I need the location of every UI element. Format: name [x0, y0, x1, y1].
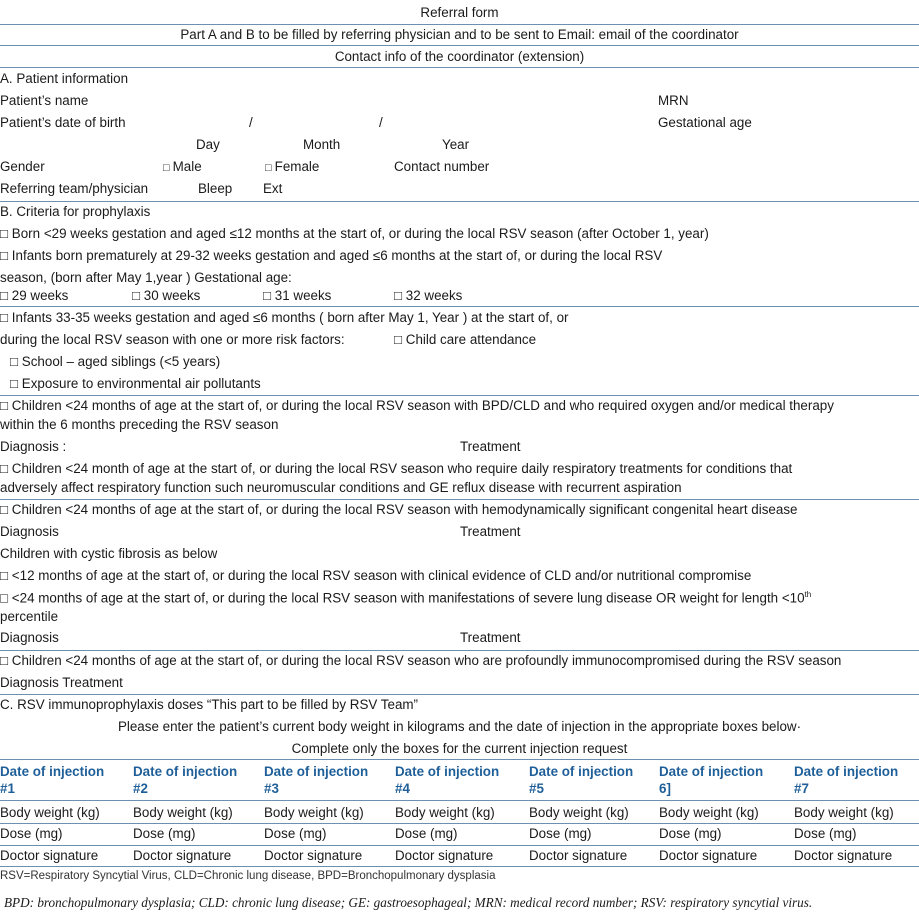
injection-number: 6]: [659, 780, 671, 796]
divider: [0, 67, 919, 68]
divider: [0, 45, 919, 46]
dose-cell[interactable]: Dose (mg): [794, 826, 857, 841]
week-option-30[interactable]: □ 30 weeks: [132, 288, 201, 303]
signature-cell[interactable]: Doctor signature: [264, 848, 363, 863]
divider: [0, 866, 919, 867]
superscript-th: th: [804, 590, 812, 599]
dose-cell[interactable]: Dose (mg): [133, 826, 196, 841]
criterion-immunocompromised[interactable]: □ Children <24 months of age at the start of, or during the local RSV season who are profoundly immunocompromised during the RSV season: [0, 653, 842, 668]
checkbox[interactable]: □: [265, 162, 272, 174]
body-weight-cell[interactable]: Body weight (kg): [529, 805, 629, 820]
date-header: Date of injection: [264, 764, 369, 779]
date-header: Date of injection: [133, 764, 238, 779]
criterion-respiratory-cont: adversely affect respiratory function such neuromuscular conditions and GE reflux disease with recurrent aspiration: [0, 480, 682, 495]
signature-cell[interactable]: Doctor signature: [794, 848, 893, 863]
diagnosis-label: Diagnosis: [0, 524, 59, 539]
gender-female-option[interactable]: [265, 160, 319, 174]
diagnosis-treatment-label: Diagnosis Treatment: [0, 675, 123, 690]
dob-slash: /: [379, 115, 383, 130]
dose-cell[interactable]: Dose (mg): [659, 826, 722, 841]
dose-column-2[interactable]: [133, 764, 237, 798]
section-a-heading: A. Patient information: [0, 71, 129, 86]
risk-air-pollutants[interactable]: □ Exposure to environmental air pollutants: [10, 376, 261, 391]
injection-number: #4: [395, 780, 410, 796]
treatment-label: Treatment: [460, 524, 521, 539]
divider: [0, 823, 919, 824]
month-label: Month: [303, 137, 341, 152]
criterion-premature-cont: season, (born after May 1,year ) Gestational age:: [0, 270, 292, 285]
week-option-29[interactable]: □ 29 weeks: [0, 288, 69, 303]
form-title: Referral form: [420, 5, 499, 20]
male-label: Male: [172, 159, 202, 174]
referring-physician-label: Referring team/physician: [0, 181, 149, 196]
ext-label: Ext: [263, 181, 283, 196]
body-weight-cell[interactable]: Body weight (kg): [0, 805, 100, 820]
dose-column-6[interactable]: [659, 764, 763, 798]
divider: [0, 24, 919, 25]
criterion-bpd-cld-cont: within the 6 months preceding the RSV season: [0, 417, 279, 432]
body-weight-cell[interactable]: Body weight (kg): [133, 805, 233, 820]
divider: [0, 759, 919, 760]
date-header: Date of injection: [395, 764, 500, 779]
gender-label: Gender: [0, 159, 45, 174]
body-weight-cell[interactable]: Body weight (kg): [264, 805, 364, 820]
dob-slash: /: [249, 115, 253, 130]
diagnosis-label: Diagnosis :: [0, 439, 67, 454]
risk-child-care[interactable]: □ Child care attendance: [394, 332, 537, 347]
date-header: Date of injection: [659, 764, 764, 779]
gender-male-option[interactable]: [163, 160, 202, 174]
section-c-heading: C. RSV immunoprophylaxis doses “This part to be filled by RSV Team”: [0, 697, 419, 712]
criterion-respiratory[interactable]: □ Children <24 month of age at the start of, or during the local RSV season who require daily respiratory treatments for conditions that: [0, 461, 793, 476]
date-header: Date of injection: [794, 764, 899, 779]
contact-number-label: Contact number: [394, 159, 490, 174]
criterion-cf-24-cont: percentile: [0, 609, 59, 624]
abbreviations-footnote: RSV=Respiratory Syncytial Virus, CLD=Chronic lung disease, BPD=Bronchopulmonary dysplasia: [0, 870, 496, 882]
divider: [0, 395, 919, 396]
criterion-premature[interactable]: □ Infants born prematurely at 29-32 weeks gestation and aged ≤6 months at the start of, or during the local RSV: [0, 248, 663, 263]
treatment-label: Treatment: [460, 630, 521, 645]
criterion-born-29[interactable]: □ Born <29 weeks gestation and aged ≤12 months at the start of, or during the local RSV season (after October 1, year): [0, 226, 709, 241]
week-option-31[interactable]: □ 31 weeks: [263, 288, 332, 303]
dob-label: Patient’s date of birth: [0, 115, 126, 130]
date-header: Date of injection: [529, 764, 634, 779]
divider: [0, 201, 919, 202]
signature-cell[interactable]: Doctor signature: [133, 848, 232, 863]
injection-number: #3: [264, 780, 279, 796]
signature-cell[interactable]: Doctor signature: [529, 848, 628, 863]
dose-column-5[interactable]: [529, 764, 633, 798]
risk-school-siblings[interactable]: □ School – aged siblings (<5 years): [10, 354, 221, 369]
body-weight-cell[interactable]: Body weight (kg): [395, 805, 495, 820]
divider: [0, 650, 919, 651]
signature-cell[interactable]: Doctor signature: [395, 848, 494, 863]
diagnosis-label: Diagnosis: [0, 630, 59, 645]
divider: [0, 845, 919, 846]
dose-column-3[interactable]: [264, 764, 368, 798]
instruction-text: Please enter the patient’s current body weight in kilograms and the date of injection in the appropriate boxes below·: [117, 719, 802, 734]
checkbox[interactable]: □: [163, 162, 170, 174]
criterion-cf-24-months[interactable]: [0, 591, 811, 605]
figure-caption: BPD: bronchopulmonary dysplasia; CLD: chronic lung disease; GE: gastroesophageal; MRN: medical record number; RSV: respiratory syncytial virus.: [4, 895, 813, 910]
dose-column-4[interactable]: [395, 764, 499, 798]
divider: [0, 499, 919, 500]
criterion-cf-24-text: □ <24 months of age at the start of, or during the local RSV season with manifestations of severe lung disease OR weight for length <10: [0, 590, 805, 606]
dose-cell[interactable]: Dose (mg): [0, 826, 63, 841]
divider: [0, 694, 919, 695]
day-label: Day: [196, 137, 220, 152]
dose-cell[interactable]: Dose (mg): [395, 826, 458, 841]
patient-name-label: Patient’s name: [0, 93, 89, 108]
dose-cell[interactable]: Dose (mg): [264, 826, 327, 841]
dose-cell[interactable]: Dose (mg): [529, 826, 592, 841]
form-subtitle: Part A and B to be filled by referring physician and to be sent to Email: email of the coordinator: [180, 27, 739, 42]
criterion-infants-33-35[interactable]: □ Infants 33-35 weeks gestation and aged ≤6 months ( born after May 1, Year ) at the start of, or: [0, 310, 569, 325]
dose-column-1[interactable]: [0, 764, 104, 798]
mrn-label: MRN: [658, 93, 689, 108]
gestational-age-label: Gestational age: [658, 115, 752, 130]
signature-cell[interactable]: Doctor signature: [659, 848, 758, 863]
bleep-label: Bleep: [198, 181, 233, 196]
injection-number: #5: [529, 780, 544, 796]
year-label: Year: [442, 137, 470, 152]
section-b-heading: B. Criteria for prophylaxis: [0, 204, 151, 219]
week-option-32[interactable]: □ 32 weeks: [394, 288, 463, 303]
criterion-bpd-cld[interactable]: □ Children <24 months of age at the start of, or during the local RSV season with BPD/CLD and who required oxygen and/or medical therapy: [0, 398, 834, 413]
instruction-text-2: Complete only the boxes for the current injection request: [291, 741, 628, 756]
female-label: Female: [274, 159, 320, 174]
injection-number: #2: [133, 780, 148, 796]
dose-column-7[interactable]: [794, 764, 898, 798]
treatment-label: Treatment: [460, 439, 521, 454]
risk-factors-text: during the local RSV season with one or more risk factors:: [0, 332, 345, 347]
body-weight-cell[interactable]: Body weight (kg): [794, 805, 894, 820]
date-header: Date of injection: [0, 764, 105, 779]
injection-number: #1: [0, 780, 15, 796]
injection-number: #7: [794, 780, 809, 796]
criterion-congenital-heart[interactable]: □ Children <24 months of age at the start of, or during the local RSV season with hemodynamically significant congenital heart disease: [0, 502, 798, 517]
criterion-cf-12-months[interactable]: □ <12 months of age at the start of, or during the local RSV season with clinical evidence of CLD and/or nutritional compromise: [0, 568, 752, 583]
divider: [0, 800, 919, 801]
signature-cell[interactable]: Doctor signature: [0, 848, 99, 863]
divider: [0, 306, 919, 307]
cystic-fibrosis-heading: Children with cystic fibrosis as below: [0, 546, 218, 561]
coordinator-contact: Contact info of the coordinator (extension): [334, 49, 585, 64]
body-weight-cell[interactable]: Body weight (kg): [659, 805, 759, 820]
